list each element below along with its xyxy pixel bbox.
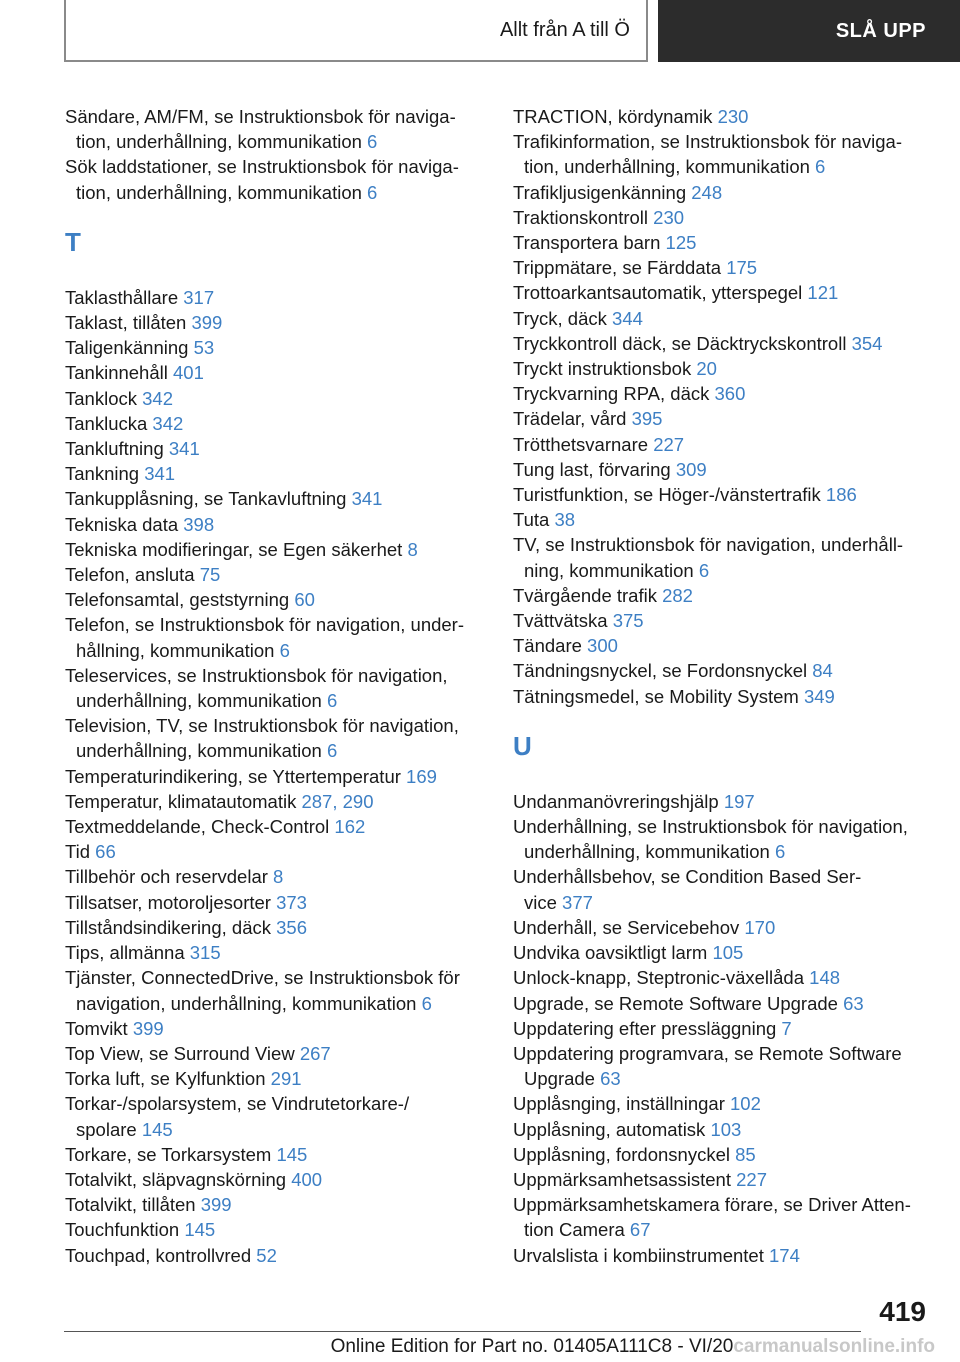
page-reference-link[interactable]: 341 [144, 463, 176, 485]
entry-term: Tändare [513, 635, 588, 657]
index-entry [513, 1016, 933, 1041]
index-entry [65, 154, 485, 204]
entry-term: Temperatur, klimatautomatik [65, 790, 302, 812]
page-header [64, 0, 960, 66]
index-entry [65, 864, 485, 889]
index-entry [513, 658, 933, 683]
entry-term: Trädelar, vård [513, 408, 632, 430]
page-reference-link[interactable]: 360 [714, 383, 746, 405]
entry-term: tion, underhållning, kommunikation [76, 131, 368, 153]
entry-term: Tillståndsindikering, däck [65, 916, 277, 938]
page-reference-link[interactable]: 375 [612, 610, 644, 632]
index-column-right [513, 104, 933, 1268]
tab-lookup-label: SLÅ UPP [835, 19, 926, 42]
entry-term: Transportera barn [513, 232, 666, 254]
index-entry [65, 562, 485, 587]
entry-term: Tung last, förvaring [513, 458, 676, 480]
page-reference-link[interactable]: 373 [276, 891, 307, 913]
entry-term: Teleservices, se Instruktionsbok för navigation, [65, 664, 448, 686]
entry-term: Tekniska modifieringar, se Egen säkerhet [65, 538, 408, 560]
entry-term: Totalvikt, släpvagnskörning [65, 1168, 292, 1190]
page-reference-link[interactable]: 315 [189, 942, 221, 964]
index-entry [513, 482, 933, 507]
page-reference-link[interactable]: 377 [562, 891, 593, 913]
page-reference-link[interactable]: 6 [279, 639, 290, 661]
index-entry [513, 940, 933, 965]
page-reference-link[interactable]: 63 [843, 992, 864, 1014]
index-entry [65, 1142, 485, 1167]
page-reference-link[interactable]: 175 [726, 257, 758, 279]
index-entry [513, 432, 933, 457]
index-entry [65, 587, 485, 612]
entry-term: Unlock-knapp, Steptronic-växellåda [513, 967, 810, 989]
index-entry [65, 386, 485, 411]
entry-term: Uppmärksamhetsassistent [513, 1168, 737, 1190]
page-reference-link[interactable]: 145 [184, 1219, 216, 1241]
page-reference-link[interactable]: 341 [168, 438, 200, 460]
entry-term: hållning, kommunikation [76, 639, 280, 661]
page-reference-link[interactable]: 6 [326, 690, 338, 712]
page-reference-link[interactable]: 282 [662, 584, 693, 606]
page-reference-link[interactable]: 145 [141, 1118, 173, 1140]
entry-term: Telefon, se Instruktionsbok för navigation, under- [65, 614, 465, 636]
entry-term: Upgrade [524, 1068, 601, 1090]
entry-term: Tankupplåsning, se Tankavluftning [65, 488, 352, 510]
page-reference-link[interactable]: 84 [812, 660, 833, 682]
page-reference-link[interactable]: 400 [291, 1168, 323, 1190]
index-entry [513, 915, 933, 940]
page-reference-link[interactable]: 317 [183, 286, 215, 308]
page-reference-link[interactable]: 169 [406, 765, 437, 787]
entry-term: Tjänster, ConnectedDrive, se Instruktionsbok för [65, 967, 460, 989]
entry-term: Traktionskontroll [513, 206, 654, 228]
watermark-logo: carmanualsonline.info [733, 1336, 935, 1357]
tab-index-label: Allt från A till Ö [499, 18, 630, 41]
index-entry [513, 633, 933, 658]
entry-term: Top View, se Surround View [65, 1042, 300, 1064]
entry-term: underhållning, kommunikation [76, 690, 327, 712]
entry-term: Sändare, AM/FM, se Instruktionsbok för naviga- [65, 106, 456, 127]
entry-term: Totalvikt, tillåten [65, 1194, 201, 1216]
index-entry [65, 1066, 485, 1091]
entry-term: Touchpad, kontrollvred [65, 1244, 257, 1266]
entry-term: Taklasthållare [65, 286, 184, 308]
page-reference-link[interactable]: 7 [781, 1017, 792, 1039]
page-reference-link[interactable]: 145 [276, 1143, 308, 1165]
entry-term: navigation, underhållning, kommunikation [76, 992, 422, 1014]
index-entry [513, 1142, 933, 1167]
page-reference-link[interactable]: 121 [807, 282, 839, 304]
index-entry [65, 1243, 485, 1268]
page-reference-link[interactable]: 148 [809, 967, 841, 989]
index-entry [65, 512, 485, 537]
index-entry [513, 306, 933, 331]
entry-term: Tomvikt [65, 1017, 133, 1039]
index-entry [65, 764, 485, 789]
section-letter: T [65, 226, 81, 257]
page-reference-link[interactable]: 52 [256, 1244, 277, 1266]
index-entry [65, 663, 485, 713]
tab-lookup[interactable] [658, 0, 960, 62]
index-entry [513, 406, 933, 431]
index-entry [513, 864, 933, 914]
page-reference-link[interactable]: 8 [407, 538, 418, 560]
index-entry [65, 890, 485, 915]
entry-term: Tanklucka [65, 412, 153, 434]
entry-term: Television, TV, se Instruktionsbok för navigation, [65, 715, 459, 737]
page-reference-link[interactable]: 399 [191, 312, 223, 334]
index-entry [65, 360, 485, 385]
page-reference-link[interactable]: 356 [276, 916, 308, 938]
entry-term: underhållning, kommunikation [76, 740, 327, 762]
section-letter: U [513, 730, 532, 761]
entry-term: spolare [76, 1118, 142, 1140]
entry-term: Torka luft, se Kylfunktion [65, 1068, 271, 1090]
page-reference-link[interactable]: 395 [631, 408, 663, 430]
page-reference-link[interactable]: 63 [600, 1068, 621, 1090]
index-entry [513, 457, 933, 482]
index-entry [65, 713, 485, 763]
entry-term: Underhållning, se Instruktionsbok för navigation, [513, 816, 908, 838]
index-entry [65, 1091, 485, 1141]
entry-term: Underhållsbehov, se Condition Based Ser- [513, 866, 862, 888]
entry-term: Tankning [65, 463, 145, 485]
edition-text: Online Edition for Part no. 01405A111C8 - VI/20 [330, 1336, 734, 1357]
index-entry [65, 1167, 485, 1192]
index-entry [513, 965, 933, 990]
entry-term: Upplåsning, fordonsnyckel [513, 1143, 736, 1165]
page-reference-link[interactable]: 230 [653, 206, 685, 228]
index-entry [65, 285, 485, 310]
page-reference-link[interactable]: 105 [712, 942, 744, 964]
entry-term: Tanklock [65, 387, 143, 409]
entry-term: Uppdatering programvara, se Remote Software [513, 1042, 902, 1064]
entry-term: Tryckt instruktionsbok [513, 358, 697, 380]
entry-term: Tryck, däck [513, 307, 613, 329]
index-entry [65, 612, 485, 662]
index-entry [513, 104, 933, 129]
index-column-left [65, 104, 485, 1268]
tab-index-a-to-o[interactable] [64, 0, 648, 62]
entry-term: Taklast, tillåten [65, 312, 192, 334]
entry-term: Tuta [513, 509, 555, 531]
entry-term: TV, se Instruktionsbok för navigation, underhåll- [513, 534, 904, 556]
index-entry [513, 180, 933, 205]
entry-term: tion, underhållning, kommunikation [524, 156, 816, 178]
page-reference-link[interactable]: 6 [698, 559, 710, 581]
page-reference-link[interactable]: 38 [554, 509, 576, 531]
entry-term: Tankinnehåll [65, 362, 173, 384]
page-reference-link[interactable]: 20 [696, 358, 717, 380]
index-entry [513, 814, 933, 864]
entry-term: Tankluftning [65, 438, 169, 460]
page-reference-link[interactable]: 170 [744, 916, 776, 938]
entry-term: Tillsatser, motoroljesorter [65, 891, 277, 913]
entry-term: Tätningsmedel, se Mobility System [513, 685, 804, 707]
index-entry [513, 356, 933, 381]
page-reference-link[interactable]: 66 [95, 841, 116, 863]
page-reference-link[interactable]: 349 [803, 685, 835, 707]
page-reference-link[interactable]: 398 [183, 513, 215, 535]
page-reference-link[interactable]: 267 [299, 1042, 331, 1064]
index-entry [513, 991, 933, 1016]
index-entry [513, 331, 933, 356]
index-entry [65, 1192, 485, 1217]
index-entry [513, 255, 933, 280]
footer-edition [0, 1336, 935, 1358]
entry-term: TRACTION, kördynamik [513, 106, 718, 127]
entry-term: Trötthetsvarnare [513, 433, 654, 455]
entry-term: Undanmanövreringshjälp [513, 790, 724, 812]
page-reference-link[interactable]: 162 [334, 816, 366, 838]
page-reference-link[interactable]: 125 [665, 232, 697, 254]
page-reference-link[interactable]: 85 [735, 1143, 756, 1165]
entry-term: Tekniska data [65, 513, 184, 535]
index-entry [513, 1192, 933, 1242]
page-reference-link[interactable]: 75 [199, 564, 221, 586]
entry-term: ning, kommunikation [524, 559, 699, 581]
index-entry [513, 507, 933, 532]
entry-term: Trippmätare, se Färddata [513, 257, 727, 279]
page-reference-link[interactable]: 342 [142, 387, 173, 409]
page-reference-link[interactable]: 230 [717, 106, 749, 127]
entry-term: tion, underhållning, kommunikation [76, 181, 368, 203]
index-entry [513, 532, 933, 582]
page-reference-link[interactable]: 300 [587, 635, 618, 657]
index-entry [65, 1016, 485, 1041]
index-entry [513, 230, 933, 255]
index-entry [513, 280, 933, 305]
page-reference-link[interactable]: 197 [723, 790, 755, 812]
index-entry [65, 436, 485, 461]
entry-term: Trottoarkantsautomatik, ytterspegel [513, 282, 808, 304]
index-entry [65, 965, 485, 1015]
index-entry [513, 1091, 933, 1116]
entry-term: Urvalslista i kombiinstrumentet [513, 1244, 769, 1266]
page-reference-link[interactable]: 186 [825, 484, 857, 506]
entry-term: Underhåll, se Servicebehov [513, 916, 745, 938]
index-entry [513, 1167, 933, 1192]
page-reference-link[interactable]: 401 [173, 362, 204, 384]
index-entry [65, 1041, 485, 1066]
page-reference-link[interactable]: 227 [736, 1168, 767, 1190]
page-reference-link[interactable]: 6 [815, 156, 826, 178]
entry-term: Temperaturindikering, se Yttertemperatur [65, 765, 407, 787]
entry-term: tion Camera [524, 1219, 630, 1241]
entry-term: underhållning, kommunikation [524, 841, 775, 863]
entry-term: Torkar-/spolarsystem, se Vindrutetorkare-/ [65, 1093, 410, 1115]
index-entry [65, 461, 485, 486]
page-reference-link[interactable]: 103 [710, 1118, 742, 1140]
page-reference-link[interactable]: 344 [612, 307, 643, 329]
index-entry [513, 583, 933, 608]
entry-term: Touchfunktion [65, 1219, 185, 1241]
page-reference-link[interactable]: 6 [774, 841, 786, 863]
entry-term: Upplåsning, automatisk [513, 1118, 711, 1140]
index-entry [513, 789, 933, 814]
page-reference-link[interactable]: 6 [367, 131, 378, 153]
entry-term: Textmeddelande, Check-Control [65, 816, 335, 838]
index-entry [513, 684, 933, 709]
index-entry [65, 915, 485, 940]
footer-divider [64, 1331, 861, 1332]
page-reference-link[interactable]: 6 [326, 740, 338, 762]
index-entry [513, 381, 933, 406]
page-reference-link[interactable]: 227 [653, 433, 685, 455]
entry-term: Trafikinformation, se Instruktionsbok för naviga- [513, 131, 903, 153]
index-entry [65, 411, 485, 436]
entry-term: Tid [65, 841, 96, 863]
entry-term: Taligenkänning [65, 337, 194, 359]
page-reference-link[interactable]: 399 [200, 1194, 232, 1216]
page-reference-link[interactable]: 287, 290 [301, 790, 374, 812]
entry-term: Trafikljusigenkänning [513, 181, 692, 203]
page-reference-link[interactable]: 6 [421, 992, 432, 1014]
index-entry [513, 1117, 933, 1142]
entry-term: Upgrade, se Remote Software Upgrade [513, 992, 844, 1014]
page-reference-link[interactable]: 354 [851, 332, 883, 354]
index-entry [65, 1217, 485, 1242]
entry-term: Telefon, ansluta [65, 564, 200, 586]
entry-term: Torkare, se Torkarsystem [65, 1143, 277, 1165]
entry-term: Undvika oavsiktligt larm [513, 942, 713, 964]
entry-term: Tvärgående trafik [513, 584, 663, 606]
entry-term: Tryckkontroll däck, se Däcktryckskontroll [513, 332, 852, 354]
index-entry [513, 1243, 933, 1268]
page-number: 419 [879, 1296, 926, 1327]
entry-term: Tillbehör och reservdelar [65, 866, 274, 888]
index-entry [65, 839, 485, 864]
index-entry [513, 205, 933, 230]
page-reference-link[interactable]: 399 [132, 1017, 164, 1039]
page-reference-link[interactable]: 102 [730, 1093, 761, 1115]
page-reference-link[interactable]: 291 [270, 1068, 302, 1090]
index-entry [513, 608, 933, 633]
page-reference-link[interactable]: 309 [675, 458, 707, 480]
index-entry [65, 335, 485, 360]
page-reference-link[interactable]: 8 [273, 866, 284, 888]
page-reference-link[interactable]: 6 [367, 181, 378, 203]
entry-term: Tryckvarning RPA, däck [513, 383, 715, 405]
page-reference-link[interactable]: 67 [629, 1219, 651, 1241]
page-reference-link[interactable]: 341 [351, 488, 383, 510]
page-reference-link[interactable]: 248 [691, 181, 723, 203]
entry-term: Uppmärksamhetskamera förare, se Driver Atten- [513, 1194, 911, 1216]
index-entry [65, 940, 485, 965]
index-entry [65, 486, 485, 511]
entry-term: vice [524, 891, 563, 913]
entry-term: Tändningsnyckel, se Fordonsnyckel [513, 660, 813, 682]
entry-term: Tips, allmänna [65, 942, 190, 964]
entry-term: Uppdatering efter pressläggning [513, 1017, 782, 1039]
entry-term: Tvättvätska [513, 610, 613, 632]
entry-term: Upplåsnging, inställningar [513, 1093, 730, 1115]
page-reference-link[interactable]: 342 [152, 412, 184, 434]
page-reference-link[interactable]: 60 [294, 589, 315, 611]
entry-term: Telefonsamtal, geststyrning [65, 589, 295, 611]
index-entry [65, 104, 485, 154]
index-entry [513, 1041, 933, 1091]
index-entry [65, 310, 485, 335]
index-entry [65, 789, 485, 814]
index-entry [65, 537, 485, 562]
entry-term: Sök laddstationer, se Instruktionsbok för naviga- [65, 156, 459, 178]
index-entry [65, 814, 485, 839]
page-reference-link[interactable]: 53 [193, 337, 215, 359]
page-reference-link[interactable]: 174 [769, 1244, 800, 1266]
entry-term: Turistfunktion, se Höger-/vänstertrafik [513, 484, 826, 506]
index-entry [513, 129, 933, 179]
